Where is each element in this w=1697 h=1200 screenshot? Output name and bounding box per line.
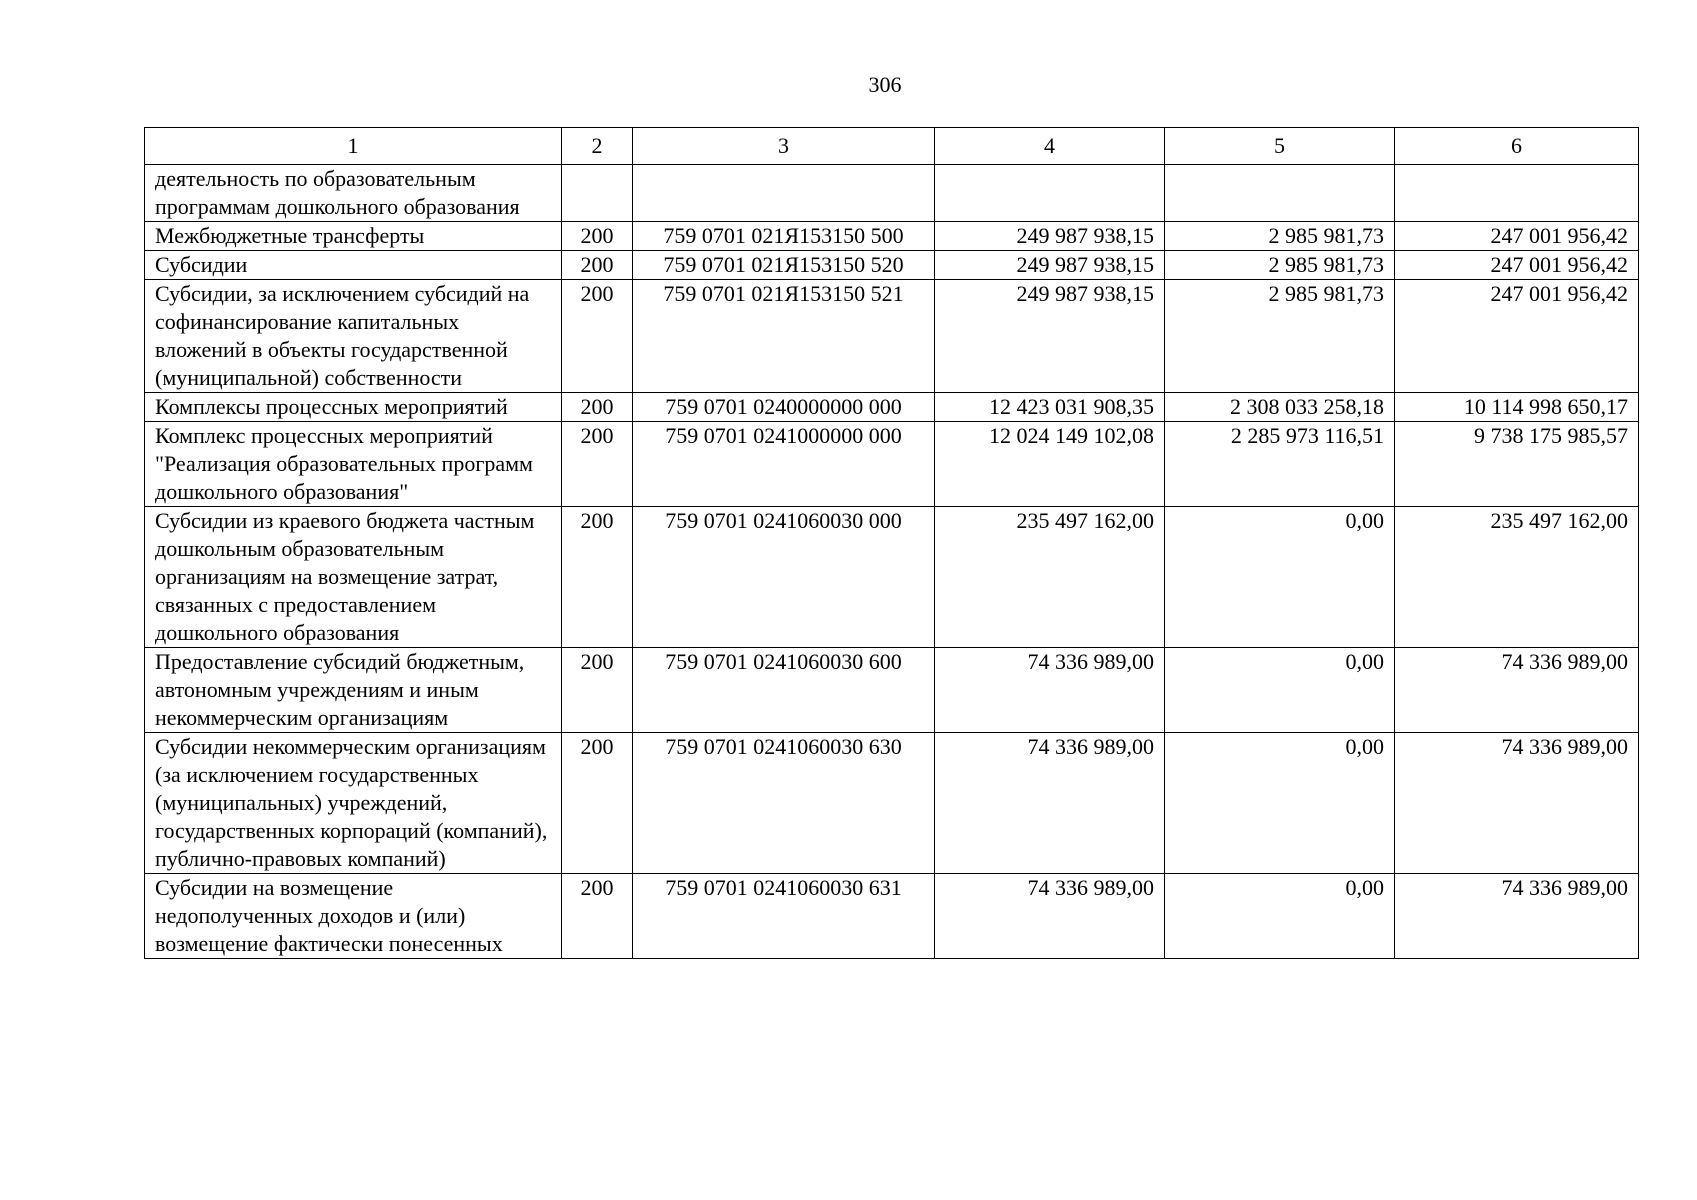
row-name: Предоставление субсидий бюджетным, автономным учреждениям и иным некоммерческим организациям bbox=[145, 648, 562, 733]
row-kbk: 759 0701 0241060030 000 bbox=[633, 507, 935, 648]
row-kbk: 759 0701 0241060030 631 bbox=[633, 874, 935, 959]
row-amount-4: 249 987 938,15 bbox=[935, 222, 1165, 251]
row-name: Субсидии из краевого бюджета частным дошкольным образовательным организациям на возмещение затрат, связанных с предоставлением дошкольного образования bbox=[145, 507, 562, 648]
column-header-6: 6 bbox=[1395, 128, 1639, 165]
row-kbk bbox=[633, 165, 935, 222]
table-row bbox=[145, 874, 1639, 959]
table-row bbox=[145, 393, 1639, 422]
column-header-3: 3 bbox=[633, 128, 935, 165]
row-amount-6: 235 497 162,00 bbox=[1395, 507, 1639, 648]
row-name: Межбюджетные трансферты bbox=[145, 222, 562, 251]
row-amount-5: 0,00 bbox=[1165, 648, 1395, 733]
row-amount-5: 0,00 bbox=[1165, 507, 1395, 648]
row-amount-5: 2 985 981,73 bbox=[1165, 280, 1395, 393]
row-amount-5: 2 985 981,73 bbox=[1165, 222, 1395, 251]
row-amount-6: 74 336 989,00 bbox=[1395, 733, 1639, 874]
row-code: 200 bbox=[562, 733, 633, 874]
row-amount-4: 74 336 989,00 bbox=[935, 874, 1165, 959]
row-code: 200 bbox=[562, 222, 633, 251]
row-amount-6 bbox=[1395, 165, 1639, 222]
table-row bbox=[145, 422, 1639, 507]
row-amount-5 bbox=[1165, 165, 1395, 222]
row-name: Субсидии bbox=[145, 251, 562, 280]
row-amount-5: 2 985 981,73 bbox=[1165, 251, 1395, 280]
row-amount-4: 235 497 162,00 bbox=[935, 507, 1165, 648]
row-amount-5: 2 285 973 116,51 bbox=[1165, 422, 1395, 507]
row-amount-6: 9 738 175 985,57 bbox=[1395, 422, 1639, 507]
row-kbk: 759 0701 0241000000 000 bbox=[633, 422, 935, 507]
row-name: Субсидии на возмещение недополученных доходов и (или) возмещение фактически понесенных bbox=[145, 874, 562, 959]
column-header-4: 4 bbox=[935, 128, 1165, 165]
row-name: Комплекс процессных мероприятий "Реализация образовательных программ дошкольного образования" bbox=[145, 422, 562, 507]
budget-table bbox=[144, 127, 1639, 959]
row-code bbox=[562, 165, 633, 222]
table-row bbox=[145, 648, 1639, 733]
row-amount-4: 249 987 938,15 bbox=[935, 251, 1165, 280]
column-header-1: 1 bbox=[145, 128, 562, 165]
row-name: Субсидии некоммерческим организациям (за исключением государственных (муниципальных) учреждений, государственных корпораций (компаний), публично-правовых компаний) bbox=[145, 733, 562, 874]
row-amount-4: 12 423 031 908,35 bbox=[935, 393, 1165, 422]
row-kbk: 759 0701 021Я153150 520 bbox=[633, 251, 935, 280]
row-amount-6: 247 001 956,42 bbox=[1395, 251, 1639, 280]
column-header-2: 2 bbox=[562, 128, 633, 165]
row-amount-5: 2 308 033 258,18 bbox=[1165, 393, 1395, 422]
row-code: 200 bbox=[562, 251, 633, 280]
header-row bbox=[145, 128, 1639, 165]
row-kbk: 759 0701 0241060030 630 bbox=[633, 733, 935, 874]
row-amount-6: 10 114 998 650,17 bbox=[1395, 393, 1639, 422]
row-amount-6: 74 336 989,00 bbox=[1395, 648, 1639, 733]
page-number: 306 bbox=[868, 72, 902, 97]
row-code: 200 bbox=[562, 507, 633, 648]
table-row bbox=[145, 280, 1639, 393]
row-code: 200 bbox=[562, 422, 633, 507]
table-row bbox=[145, 165, 1639, 222]
row-amount-4: 12 024 149 102,08 bbox=[935, 422, 1165, 507]
row-code: 200 bbox=[562, 393, 633, 422]
row-amount-5: 0,00 bbox=[1165, 874, 1395, 959]
row-name: Комплексы процессных мероприятий bbox=[145, 393, 562, 422]
row-code: 200 bbox=[562, 648, 633, 733]
row-kbk: 759 0701 021Я153150 500 bbox=[633, 222, 935, 251]
row-kbk: 759 0701 0241060030 600 bbox=[633, 648, 935, 733]
row-amount-4: 74 336 989,00 bbox=[935, 648, 1165, 733]
row-name: Субсидии, за исключением субсидий на софинансирование капитальных вложений в объекты государственной (муниципальной) собственности bbox=[145, 280, 562, 393]
row-kbk: 759 0701 0240000000 000 bbox=[633, 393, 935, 422]
column-header-5: 5 bbox=[1165, 128, 1395, 165]
row-name: деятельность по образовательным программам дошкольного образования bbox=[145, 165, 562, 222]
row-amount-4: 74 336 989,00 bbox=[935, 733, 1165, 874]
row-amount-6: 74 336 989,00 bbox=[1395, 874, 1639, 959]
row-code: 200 bbox=[562, 874, 633, 959]
row-amount-4: 249 987 938,15 bbox=[935, 280, 1165, 393]
row-amount-6: 247 001 956,42 bbox=[1395, 222, 1639, 251]
table-row bbox=[145, 251, 1639, 280]
row-amount-4 bbox=[935, 165, 1165, 222]
row-code: 200 bbox=[562, 280, 633, 393]
row-amount-6: 247 001 956,42 bbox=[1395, 280, 1639, 393]
table-row bbox=[145, 222, 1639, 251]
table-row bbox=[145, 507, 1639, 648]
row-amount-5: 0,00 bbox=[1165, 733, 1395, 874]
table-row bbox=[145, 733, 1639, 874]
row-kbk: 759 0701 021Я153150 521 bbox=[633, 280, 935, 393]
